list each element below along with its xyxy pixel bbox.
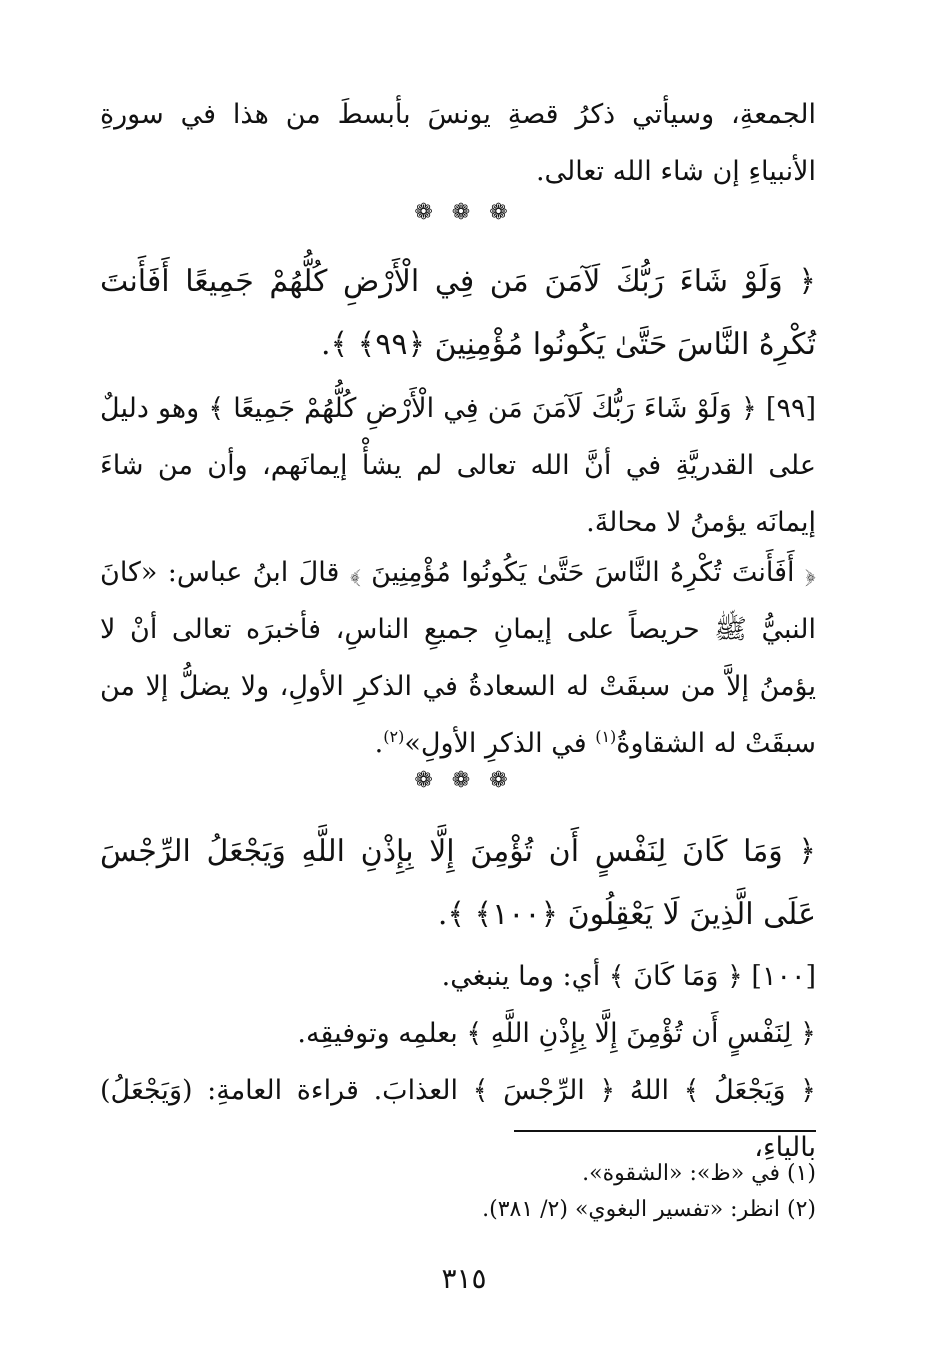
footnotes bbox=[100, 1156, 816, 1228]
section-separator: ❁ ❁ ❁ bbox=[414, 768, 514, 793]
footnote-2: (٢) انظر: «تفسير البغوي» (٢/ ٣٨١). bbox=[482, 1197, 816, 1222]
footnote-1: (١) في «ظ»: «الشقوة». bbox=[582, 1161, 816, 1186]
commentary-100-c: ﴿ وَيَجْعَلُ ﴾ اللهُ ﴿ الرِّجْسَ ﴾ العذابَ. قراءة العامةِ: (وَيَجْعَلُ) بالياءِ، bbox=[100, 1075, 816, 1163]
commentary-100 bbox=[100, 948, 816, 1176]
commentary-100-a: [١٠٠] ﴿ وَمَا كَانَ ﴾ أي: وما ينبغي. bbox=[441, 961, 816, 992]
commentary-99-b-text bbox=[100, 544, 816, 772]
commentary-99-a bbox=[100, 380, 816, 551]
section-separator: ❁ ❁ ❁ bbox=[414, 200, 514, 225]
commentary-100-b: ﴿ لِنَفْسٍ أَن تُؤْمِنَ إِلَّا بِإِذْنِ اللَّهِ ﴾ بعلمِه وتوفيقِه. bbox=[297, 1018, 816, 1049]
commentary-99-b bbox=[100, 544, 816, 772]
verse-100 bbox=[100, 820, 816, 946]
footnote-ref-1: (١) bbox=[595, 727, 617, 746]
verse-100-text: ﴿ وَمَا كَانَ لِنَفْسٍ أَن تُؤْمِنَ إِلَّا بِإِذْنِ اللَّهِ وَيَجْعَلُ الرِّجْسَ عَلَى الَّذِينَ لَا يَعْقِلُونَ ﴿١٠٠﴾ ﴾. bbox=[100, 834, 816, 932]
footnote-divider bbox=[514, 1130, 816, 1132]
commentary-99-b-main: ﴿ أَفَأَنتَ تُكْرِهُ النَّاسَ حَتَّىٰ يَكُونُوا مُؤْمِنِينَ ﴾ قالَ ابنُ عباس: «كانَ النبيُّ ﷺ حريصاً على إيمانِ جميعِ الناسِ، فأخبرَه تعالى أنْ لا يؤمنُ إلاَّ من سبقَتْ له السعادةُ في الذكرِ الأولِ، ولا يضلُّ إلا من سبقَتْ له الشقاوةُ bbox=[100, 557, 816, 759]
intro-text: الجمعةِ، وسيأتي ذكرُ قصةِ يونسَ بأبسطَ من هذا في سورةِ الأنبياءِ إن شاء الله تعالى. bbox=[100, 99, 816, 187]
verse-99-text: ﴿ وَلَوْ شَاءَ رَبُّكَ لَآمَنَ مَن فِي الْأَرْضِ كُلُّهُمْ جَمِيعًا أَفَأَنتَ تُكْرِهُ النَّاسَ حَتَّىٰ يَكُونُوا مُؤْمِنِينَ ﴿٩٩﴾ ﴾. bbox=[100, 264, 816, 362]
commentary-99-b-end: . bbox=[374, 728, 384, 759]
commentary-99-b-mid: في الذكرِ الأولِ» bbox=[404, 728, 596, 759]
footnote-ref-2: (٢) bbox=[383, 727, 405, 746]
commentary-99-a-text: [٩٩] ﴿ وَلَوْ شَاءَ رَبُّكَ لَآمَنَ مَن فِي الْأَرْضِ كُلُّهُمْ جَمِيعًا ﴾ وهو دليلٌ على القدريَّةِ في أنَّ الله تعالى لم يشأْ إيمانَهم، وأن من شاءَ إيمانَه يؤمنُ لا محالةَ. bbox=[100, 393, 816, 538]
page-number: ٣١٥ bbox=[441, 1262, 487, 1295]
intro-paragraph bbox=[100, 86, 816, 200]
verse-99 bbox=[100, 250, 816, 376]
